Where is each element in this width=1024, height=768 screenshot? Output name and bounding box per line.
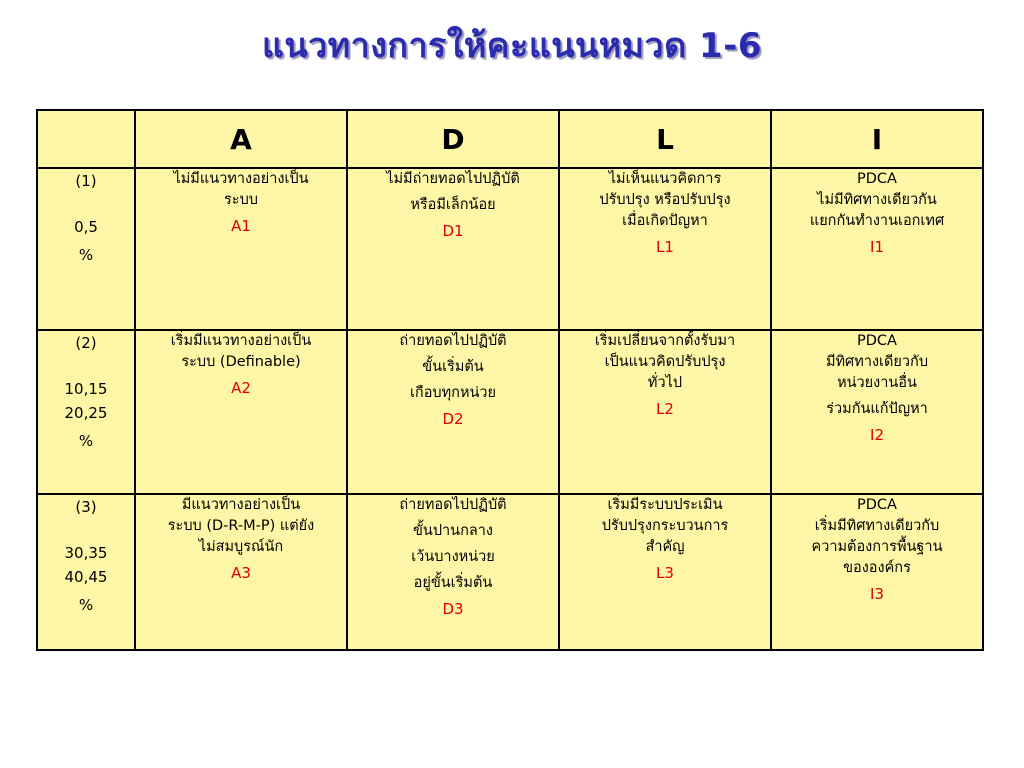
cell-text: ปรับปรุง หรือปรับปรุง: [599, 192, 731, 208]
cell-i3: [771, 494, 983, 650]
table-row: [37, 330, 983, 494]
row-score: 20,25: [64, 404, 108, 422]
cell-text: ปรับปรุงกระบวนการ: [601, 518, 729, 534]
header-l: L: [559, 110, 771, 168]
cell-text: เว้นบางหน่วย: [411, 549, 495, 565]
row-score: 30,35: [64, 544, 108, 562]
header-a: A: [135, 110, 347, 168]
cell-l3: [559, 494, 771, 650]
row-level-cell: [37, 330, 135, 494]
table-row: [37, 494, 983, 650]
row-score: 40,45: [64, 568, 108, 586]
cell-text: ไม่เห็นแนวคิดการ: [608, 171, 722, 187]
cell-text: มีแนวทางอย่างเป็น: [181, 497, 301, 513]
cell-text: ระบบ (Definable): [181, 354, 301, 370]
cell-text: เป็นแนวคิดปรับปรุง: [604, 354, 726, 370]
cell-code: A1: [231, 217, 251, 235]
cell-l1: [559, 168, 771, 330]
cell-code: D3: [442, 600, 464, 618]
row-unit: %: [78, 246, 94, 264]
row-level: (1): [75, 172, 97, 190]
cell-text: มีทิศทางเดียวกับ: [825, 354, 929, 370]
cell-text: ถ่ายทอดไปปฏิบัติ: [399, 497, 507, 513]
cell-text: เกือบทุกหน่วย: [409, 385, 497, 401]
scoring-table: [36, 109, 984, 651]
row-level: (3): [75, 498, 97, 516]
cell-text: ทั่วไป: [647, 375, 683, 391]
cell-text: ระบบ: [224, 192, 258, 208]
header-i: I: [771, 110, 983, 168]
cell-text: เมื่อเกิดปัญหา: [622, 213, 708, 229]
row-score: 0,5: [74, 218, 98, 236]
cell-text: หน่วยงานอื่น: [837, 375, 917, 391]
cell-d3: [347, 494, 559, 650]
cell-text: PDCA: [857, 497, 897, 513]
cell-text: เริ่มมีแนวทางอย่างเป็น: [170, 333, 312, 349]
row-level-cell: [37, 168, 135, 330]
cell-i2: [771, 330, 983, 494]
cell-d2: [347, 330, 559, 494]
row-level-cell: [37, 494, 135, 650]
cell-text: ขององค์กร: [843, 560, 911, 576]
cell-text: PDCA: [857, 171, 897, 187]
cell-a1: [135, 168, 347, 330]
cell-code: I3: [870, 585, 884, 603]
cell-text: ไม่มีแนวทางอย่างเป็น: [173, 171, 309, 187]
row-unit: %: [78, 432, 94, 450]
cell-text: ระบบ (D-R-M-P) แต่ยัง: [167, 518, 315, 534]
cell-text: ขั้นเริ่มต้น: [422, 359, 484, 375]
cell-text: ร่วมกันแก้ปัญหา: [826, 401, 928, 417]
cell-text: หรือมีเล็กน้อย: [410, 197, 496, 213]
slide-title: แนวทางการให้คะแนนหมวด 1-6: [262, 26, 762, 66]
cell-code: D1: [442, 222, 464, 240]
cell-code: L1: [656, 238, 674, 256]
cell-code: L2: [656, 400, 674, 418]
cell-code: D2: [442, 410, 464, 428]
cell-a2: [135, 330, 347, 494]
header-row: [37, 110, 983, 168]
cell-text: แยกกันทำงานเอกเทศ: [809, 213, 945, 229]
cell-code: A3: [231, 564, 251, 582]
cell-text: อยู่ขั้นเริ่มต้น: [413, 575, 493, 591]
table-row: [37, 168, 983, 330]
cell-text: เริ่มมีทิศทางเดียวกับ: [814, 518, 940, 534]
cell-code: I1: [870, 238, 884, 256]
cell-code: I2: [870, 426, 884, 444]
row-unit: %: [78, 596, 94, 614]
cell-text: ขั้นปานกลาง: [413, 523, 493, 539]
cell-d1: [347, 168, 559, 330]
cell-text: เริ่มมีระบบประเมิน: [607, 497, 723, 513]
cell-text: ไม่มีทิศทางเดียวกัน: [817, 192, 937, 208]
cell-text: PDCA: [857, 333, 897, 349]
cell-text: สำคัญ: [645, 539, 685, 555]
row-score: 10,15: [64, 380, 108, 398]
cell-a3: [135, 494, 347, 650]
cell-code: L3: [656, 564, 674, 582]
cell-text: ไม่สมบูรณ์นัก: [198, 539, 284, 555]
header-d: D: [347, 110, 559, 168]
cell-code: A2: [231, 379, 251, 397]
cell-l2: [559, 330, 771, 494]
header-corner: [37, 110, 135, 168]
cell-i1: [771, 168, 983, 330]
row-level: (2): [75, 334, 97, 352]
cell-text: เริ่มเปลี่ยนจากตั้งรับมา: [594, 333, 736, 349]
cell-text: ไม่มีถ่ายทอดไปปฏิบัติ: [386, 171, 520, 187]
cell-text: ถ่ายทอดไปปฏิบัติ: [399, 333, 507, 349]
cell-text: ความต้องการพื้นฐาน: [811, 539, 943, 555]
